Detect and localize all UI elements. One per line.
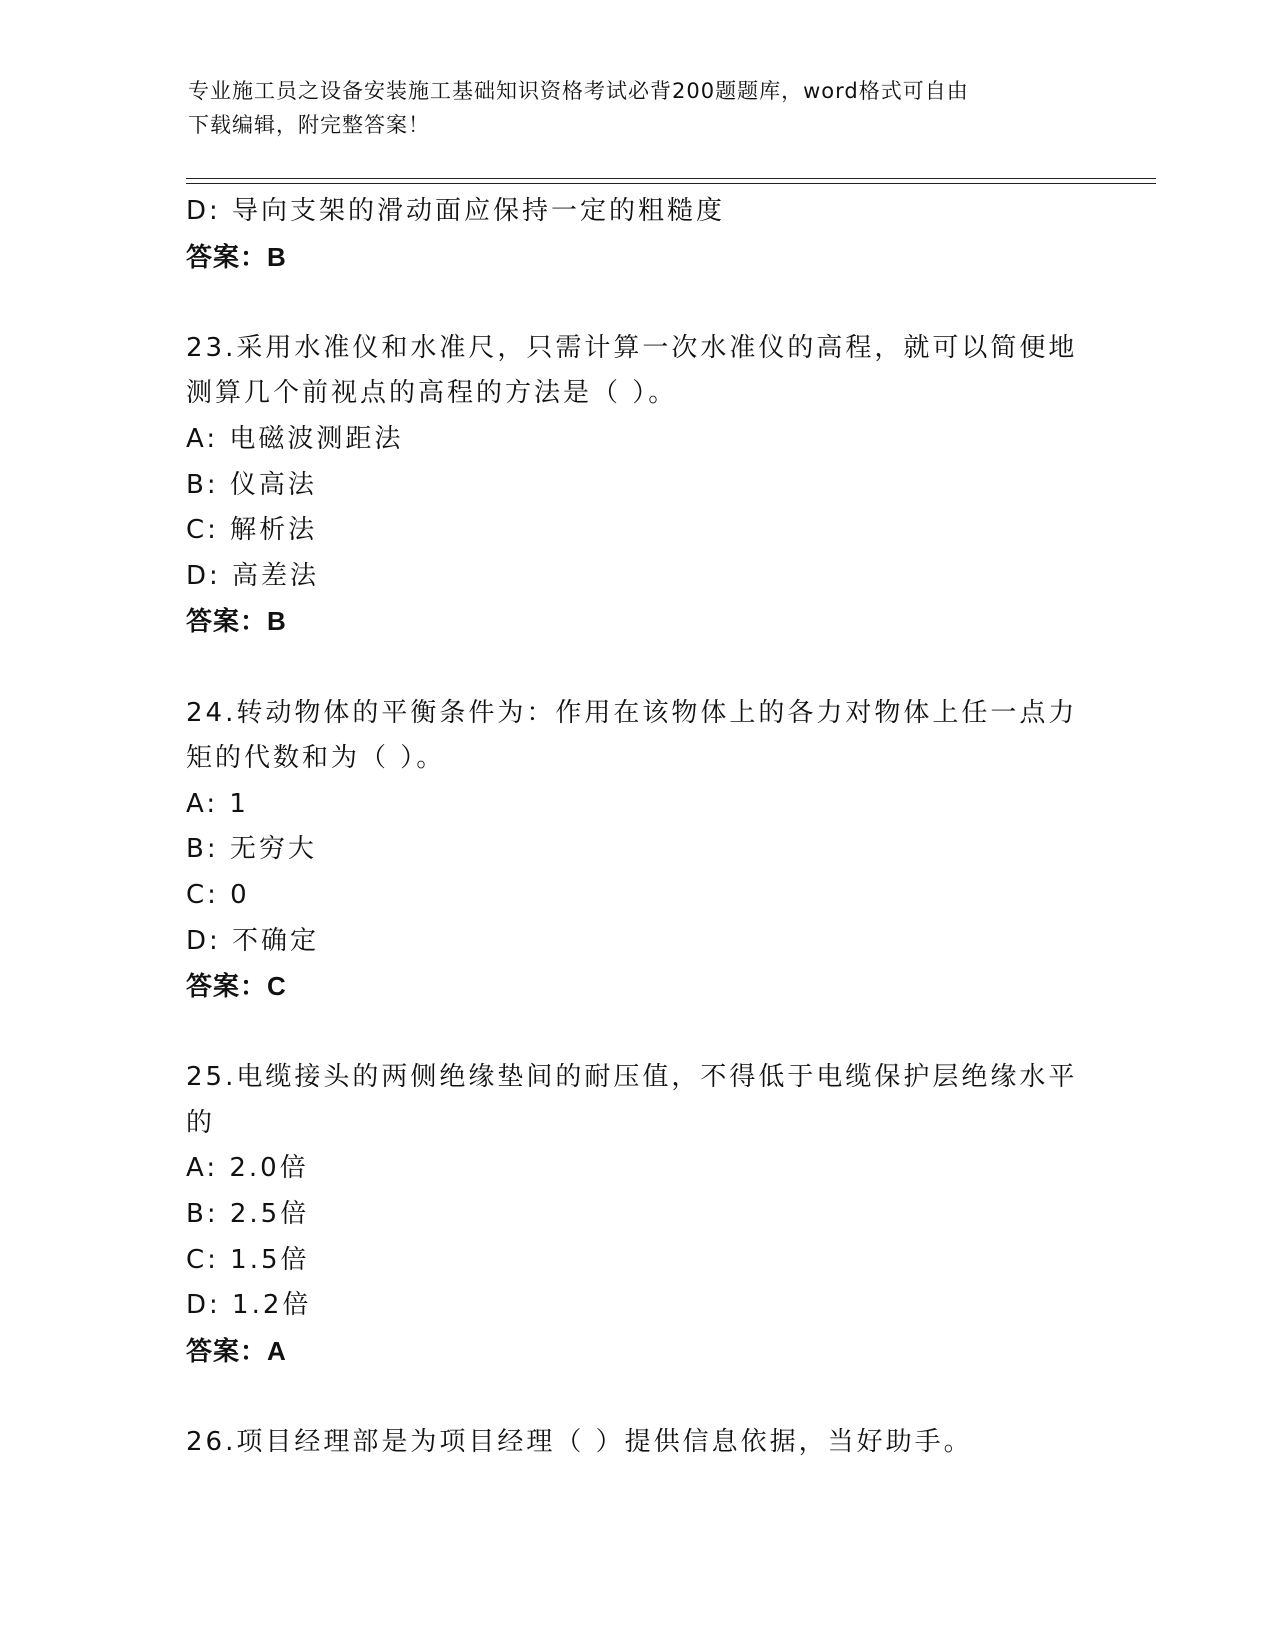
option-a: A: 1	[186, 788, 249, 819]
question-24	[186, 691, 1086, 1010]
option-d: D: 不确定	[186, 925, 320, 956]
header-divider-bottom	[186, 183, 1156, 184]
question-stem-line: 23.采用水准仪和水准尺，只需计算一次水准仪的高程，就可以简便地	[186, 332, 1078, 363]
question-23	[186, 326, 1086, 645]
option-d: D: 高差法	[186, 560, 320, 591]
spacer	[186, 280, 1086, 326]
option-a: A: 电磁波测距法	[186, 423, 404, 454]
spacer	[186, 1374, 1086, 1420]
question-stem-line: 矩的代数和为（ ）。	[186, 743, 446, 774]
header-line-1: 专业施工员之设备安装施工基础知识资格考试必背200题题库，word格式可自由	[188, 79, 969, 103]
question-stem-line: 的	[186, 1107, 216, 1138]
option-b: B: 无穷大	[186, 834, 317, 865]
option-b: B: 仪高法	[186, 469, 317, 500]
question-list	[186, 189, 1086, 1466]
previous-question-tail	[186, 189, 1086, 280]
option-d: D: 导向支架的滑动面应保持一定的粗糙度	[186, 196, 726, 226]
question-stem-line: 26.项目经理部是为项目经理（ ）提供信息依据，当好助手。	[186, 1427, 973, 1458]
option-a: A: 2.0倍	[186, 1153, 309, 1184]
spacer	[186, 645, 1086, 691]
option-c: C: 1.5倍	[186, 1244, 310, 1275]
document-header	[188, 74, 1068, 142]
option-c: C: 0	[186, 879, 250, 910]
answer-line: 答案：B	[186, 241, 287, 272]
spacer	[186, 1010, 1086, 1056]
answer-line: 答案：B	[186, 606, 287, 637]
question-25	[186, 1055, 1086, 1374]
question-stem-line: 25.电缆接头的两侧绝缘垫间的耐压值，不得低于电缆保护层绝缘水平	[186, 1062, 1078, 1093]
question-stem-line: 24.转动物体的平衡条件为：作用在该物体上的各力对物体上任一点力	[186, 697, 1078, 728]
answer-line: 答案：C	[186, 971, 287, 1002]
header-divider-top	[186, 178, 1156, 179]
question-26	[186, 1420, 1086, 1466]
header-line-2: 下载编辑，附完整答案！	[188, 113, 430, 137]
option-b: B: 2.5倍	[186, 1199, 310, 1230]
answer-line: 答案：A	[186, 1335, 287, 1366]
option-c: C: 解析法	[186, 515, 318, 546]
question-stem-line: 测算几个前视点的高程的方法是（ ）。	[186, 378, 678, 409]
option-d: D: 1.2倍	[186, 1290, 312, 1321]
